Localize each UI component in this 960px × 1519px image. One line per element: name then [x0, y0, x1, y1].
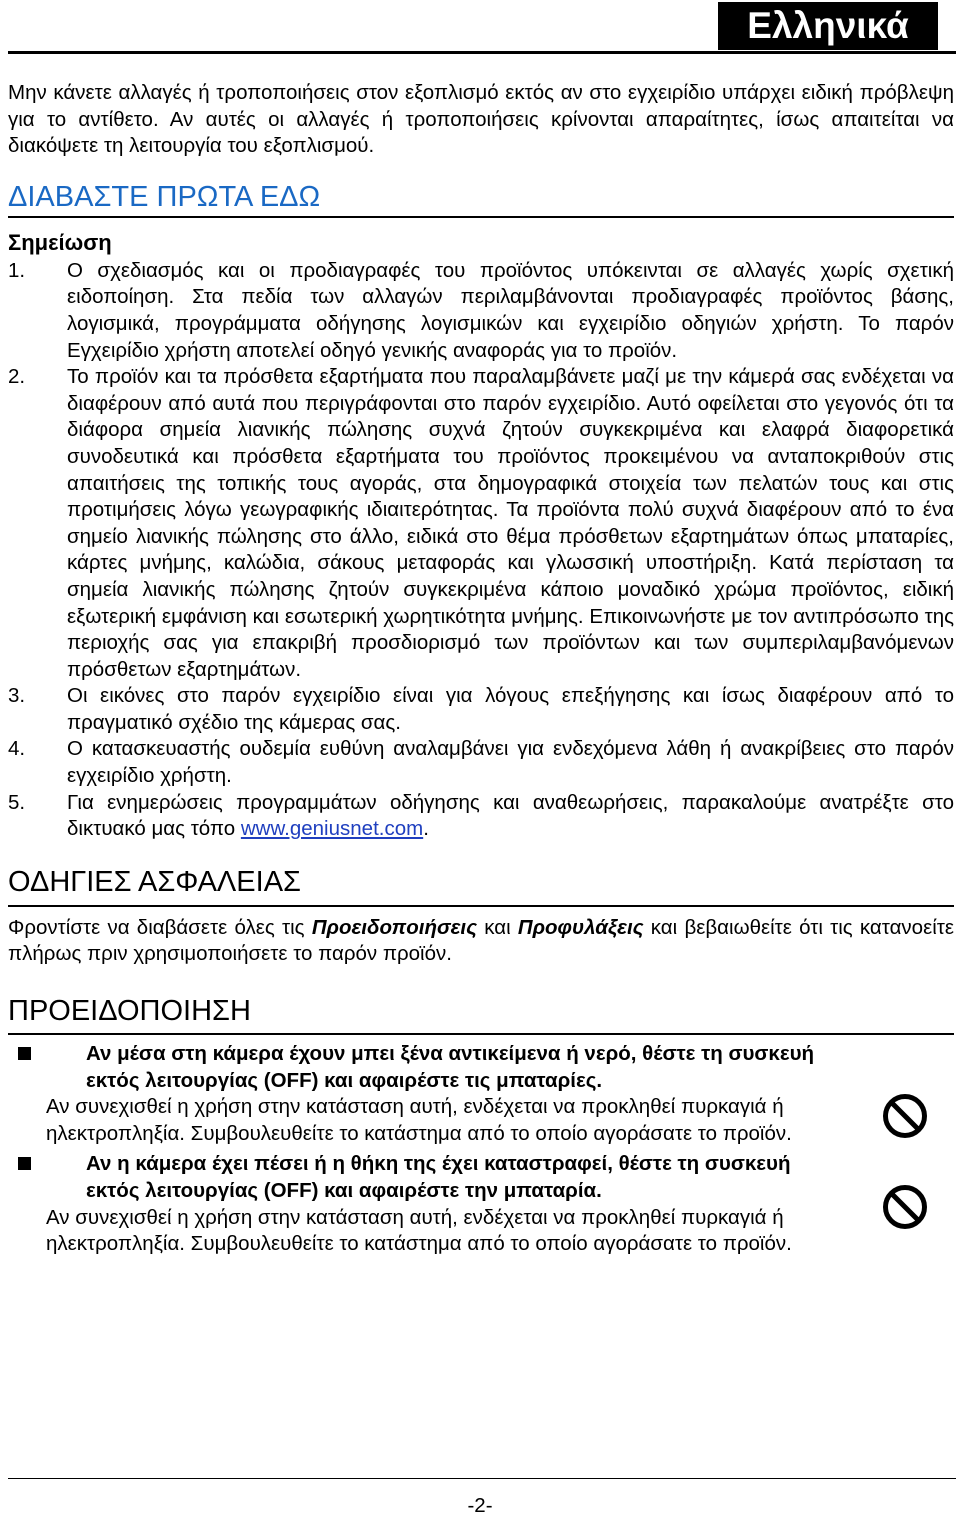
page-number: -2-	[467, 1494, 493, 1517]
prohibition-icon	[882, 1093, 928, 1139]
page-content	[8, 80, 954, 1258]
warning-item-body: Αν συνεχισθεί η χρήση στην κατάσταση αυτή, ενδέχεται να προκληθεί πυρκαγιά ή ηλεκτροπληξία. Συμβουλευθείτε το κατάστημα από το οποίο αγοράσατε το προϊόν.	[46, 1205, 792, 1256]
note-number: 1.	[8, 258, 26, 282]
warnings-emphasis: Προειδοποιήσεις	[311, 915, 478, 939]
note-text: Το προϊόν και τα πρόσθετα εξαρτήματα που παραλαμβάνετε μαζί με την κάμερά σας ενδέχεται να διαφέρουν από αυτά που περιγράφονται στο παρόν εγχειρίδιο. Αυτό οφείλεται στο γεγονός ότι τα διάφορα σημεία λιανικής πώλησης συχνά ζητούν συγκεκριμένα και ελαφρά διαφορετικά συνοδευτικά και πρόσθετα εξαρτήματα του προϊόντος προκειμένου να ανταποκριθούν στις απαιτήσεις της τοπικής τους αγοράς, στα δημογραφικά στοιχεία των πελατών τους και στις προτιμήσεις λόγω γεωγραφικής ιδιαιτερότητας. Τα προϊόντα πολύ συχνά διαφέρουν από το ένα σημείο λιανικής πώλησης στο άλλο, ειδικά στο θέμα πρόσθετων εξαρτημάτων όπως μπαταρίες, κάρτες μνήμης, καλώδια, σάκους μεταφοράς και γλωσσική υποστήριξη. Κατά περίσταση τα σημεία λιανικής πώλησης ζητούν συγκεκριμένα κάποιο μοναδικό χρώμα προϊόντος, ειδική εξωτερική εμφάνιση και εσωτερική χωρητικότητα μνήμης. Επικοινωνήστε με τον αντιπρόσωπο της περιοχής σας για επακριβή προσδιορισμό των προϊόντων και των συμπεριλαμβανόμενων πρόσθετων εξαρτημάτων.	[67, 365, 954, 681]
note-item	[8, 736, 954, 789]
read-first-heading: ΔΙΑΒΑΣΤΕ ΠΡΩΤΑ ΕΔΩ	[8, 180, 321, 213]
safety-text: Φροντίστε να διαβάσετε όλες τις	[8, 915, 312, 939]
warning-item-body: Αν συνεχισθεί η χρήση στην κατάσταση αυτή, ενδέχεται να προκληθεί πυρκαγιά ή ηλεκτροπληξία. Συμβουλευθείτε το κατάστημα από το οποίο αγοράσατε το προϊόν.	[46, 1095, 792, 1145]
warning-item-head	[8, 1041, 846, 1094]
notes-list	[8, 258, 954, 843]
note-item	[8, 790, 954, 843]
bullet-square-icon	[18, 1047, 31, 1060]
prohibition-icon	[882, 1184, 928, 1230]
note-text: Για ενημερώσεις προγραμμάτων οδήγησης και αναθεωρήσεις, παρακαλούμε ανατρέξτε στο δικτυακό μας τόπο	[67, 790, 954, 841]
language-tab: Ελληνικά	[718, 2, 938, 50]
note-text-end: .	[423, 817, 429, 841]
note-text: Ο σχεδιασμός και οι προδιαγραφές του προϊόντος υπόκεινται σε αλλαγές χωρίς σχετική ειδοποίηση. Στα πεδία των αλλαγών περιλαμβάνονται προδιαγραφές προϊόντος βάσης, λογισμικά, προγράμματα οδήγησης λογισμικών και εγχειρίδιο οδηγιών χρήστη. Το παρόν Εγχειρίδιο χρήστη αποτελεί οδηγό γενικής αναφοράς για το προϊόν.	[67, 258, 954, 362]
warning-heading: ΠΡΟΕΙΔΟΠΟΙΗΣΗ	[8, 995, 251, 1028]
note-item	[8, 683, 954, 736]
website-link[interactable]: www.geniusnet.com	[240, 817, 424, 841]
warning-item	[8, 1041, 954, 1147]
intro-paragraph: Μην κάνετε αλλαγές ή τροποποιήσεις στον εξοπλισμό εκτός αν στο εγχειρίδιο υπάρχει ειδική πρόβλεψη για το αντίθετο. Αν αυτές οι αλλαγές ή τροποποιήσεις κρίνονται απαραίτητες, ίσως απαιτείται να διακόψετε τη λειτουργία του εξοπλισμού.	[8, 81, 954, 158]
safety-text: και	[477, 915, 518, 939]
bullet-square-icon	[18, 1157, 31, 1170]
safety-heading: ΟΔΗΓΙΕΣ ΑΣΦΑΛΕΙΑΣ	[8, 865, 301, 898]
footer-rule	[8, 1478, 956, 1479]
section-rule	[8, 905, 954, 907]
cautions-emphasis: Προφυλάξεις	[517, 915, 644, 939]
note-number: 4.	[8, 737, 26, 761]
note-text: Ο κατασκευαστής ουδεμία ευθύνη αναλαμβάνει για ενδεχόμενα λάθη ή ανακρίβειες στο παρόν εγχειρίδιο χρήστη.	[67, 737, 954, 788]
safety-text: και βεβαιωθείτε ότι τις κατανοείτε πλήρως πριν χρησιμοποιήσετε το παρόν προϊόν.	[8, 915, 955, 966]
note-text: Οι εικόνες στο παρόν εγχειρίδιο είναι για λόγους επεξήγησης και ίσως διαφέρουν από το πραγματικό σχέδιο της κάμερας σας.	[67, 684, 954, 734]
warning-item-head	[8, 1151, 846, 1204]
safety-paragraph	[8, 915, 954, 968]
note-number: 5.	[8, 790, 26, 814]
warning-head-text: Αν η κάμερα έχει πέσει ή η θήκη της έχει καταστραφεί, θέστε τη συσκευή εκτός λειτουργίας (OFF) και αφαιρέστε την μπαταρία.	[86, 1152, 791, 1202]
note-number: 2.	[8, 365, 26, 389]
note-number: 3.	[8, 684, 26, 708]
note-item	[8, 364, 954, 683]
note-item	[8, 258, 954, 364]
note-heading: Σημείωση	[8, 229, 112, 255]
warning-head-text: Αν μέσα στη κάμερα έχουν μπει ξένα αντικείμενα ή νερό, θέστε τη συσκευή εκτός λειτουργίας (OFF) και αφαιρέστε τις μπαταρίες.	[86, 1042, 815, 1092]
warning-item	[8, 1151, 954, 1257]
header-rule	[8, 51, 956, 54]
